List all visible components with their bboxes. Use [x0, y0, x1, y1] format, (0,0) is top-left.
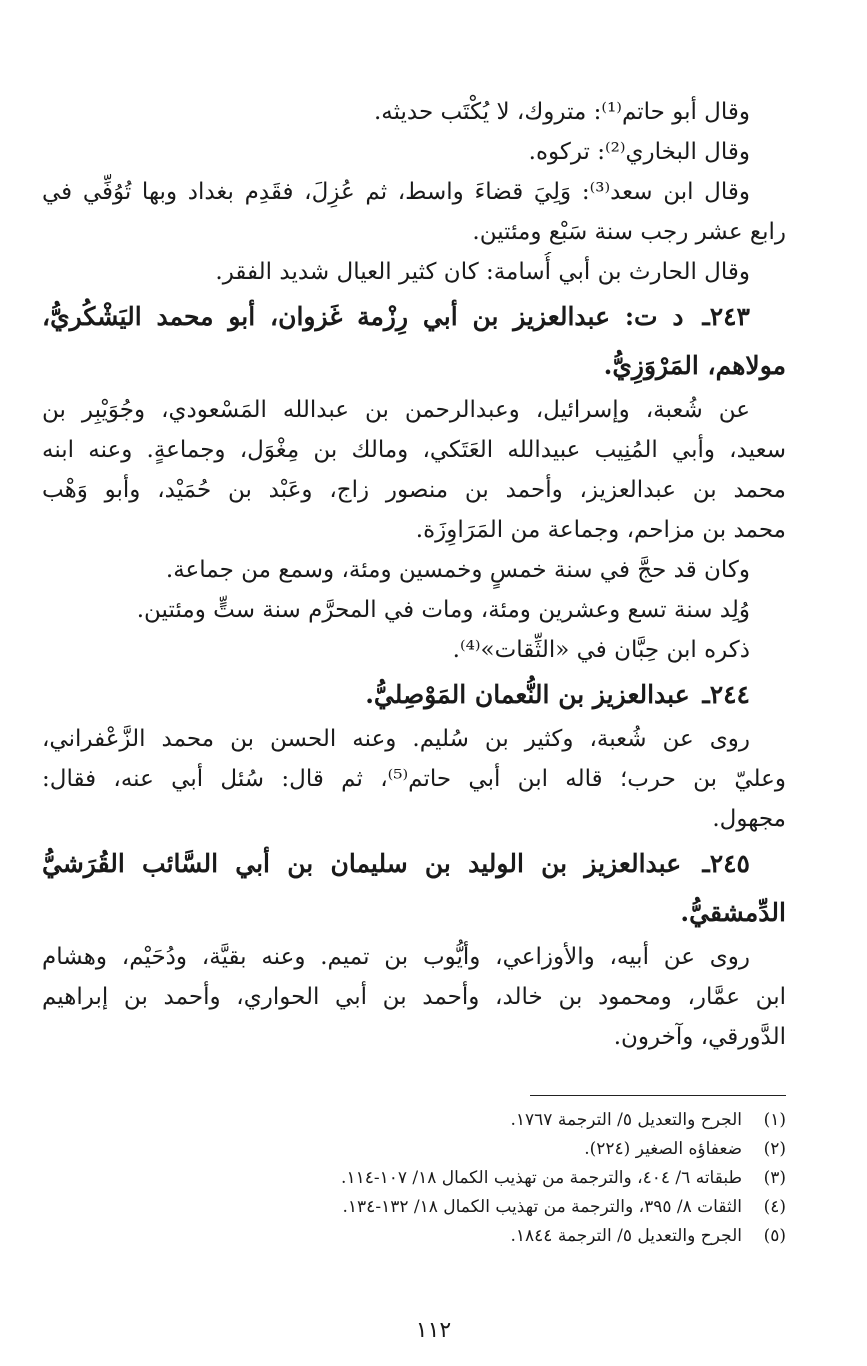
entry-heading-continued: الدِّمشقيُّ. [680, 898, 786, 927]
text-line: روى عن شُعبة، وكثير بن سُليم. وعنه الحسن بن محمد الزَّعْفراني، [42, 726, 750, 752]
footnote-text: الثقات ٨/ ٣٩٥، والترجمة من تهذيب الكمال ١٨/ ١٣٢-١٣٤. [342, 1197, 742, 1217]
text-line: سعيد، وأبي المُنِيب عبيدالله العَتَكي، ومالك بن مِغْوَل، وجماعةٍ. وعنه ابنه [42, 437, 786, 463]
text-line: روى عن أبيه، والأوزاعي، وأيُّوب بن تميم. وعنه بقيَّة، ودُحَيْم، وهشام [42, 944, 750, 970]
entry-heading [42, 839, 786, 888]
text-line: مجهول. [712, 806, 786, 832]
footnote-text: الجرح والتعديل ٥/ الترجمة ١٨٤٤. [510, 1226, 742, 1246]
entry-heading-continued: مولاهم، المَرْوَزِيُّ. [603, 351, 786, 380]
main-text [42, 92, 786, 1057]
text-line: ذكره ابن حِبَّان في «الثِّقات»⁽⁴⁾. [452, 637, 750, 663]
text-line: وعليّ بن حرب؛ قاله ابن أبي حاتم⁽⁵⁾، ثم قال: سُئل أبي عنه، فقال: [42, 766, 786, 792]
entry-number: ٢٤٤ـ [702, 680, 750, 709]
footnotes [80, 1106, 786, 1251]
footnote-number: (٤) [763, 1197, 786, 1217]
footnote-text: طبقاته ٦/ ٤٠٤، والترجمة من تهذيب الكمال ١٨/ ١٠٧-١١٤. [341, 1168, 742, 1188]
text-line: وقال أبو حاتم⁽¹⁾: متروك، لا يُكْتَب حديثه. [373, 99, 750, 125]
text-line: وقال الحارث بن أبي أُسامة: كان كثير العيال شديد الفقر. [215, 259, 750, 285]
entry-number: ٢٤٣ـ [702, 302, 750, 331]
entry-heading [42, 670, 786, 719]
entry-heading [42, 292, 786, 341]
text-line: وقال ابن سعد⁽³⁾: وَلِيَ قضاءَ واسط، ثم عُزِلَ، فقَدِم بغداد وبها تُوُفِّي في [42, 179, 750, 205]
text-line: محمد بن عبدالعزيز، وأحمد بن منصور زاج، وعَبْد بن حُمَيْد، وأبو وَهْب [42, 477, 786, 503]
footnote [80, 1193, 786, 1222]
footnote-text: الجرح والتعديل ٥/ الترجمة ١٧٦٧. [510, 1110, 742, 1130]
footnote [80, 1135, 786, 1164]
footnote-divider [530, 1095, 786, 1096]
footnote [80, 1222, 786, 1251]
footnote-number: (٥) [763, 1226, 786, 1246]
text-line: الدَّورقي، وآخرون. [613, 1024, 786, 1050]
footnote-text: ضعفاؤه الصغير (٢٢٤). [584, 1139, 742, 1159]
footnote-number: (٢) [763, 1139, 786, 1159]
footnote [80, 1106, 786, 1135]
text-line: عن شُعبة، وإسرائيل، وعبدالرحمن بن عبدالله المَسْعودي، وجُوَيْبِر بن [42, 397, 750, 423]
text-line: محمد بن مزاحم، وجماعة من المَرَاوِزَة. [415, 517, 786, 543]
footnote-number: (١) [763, 1110, 786, 1130]
text-line: وُلِد سنة تسع وعشرين ومئة، ومات في المحرَّم سنة ستٍّ ومئتين. [136, 597, 750, 623]
entry-number: ٢٤٥ـ [702, 849, 750, 878]
entry-title: عبدالعزيز بن الوليد بن سليمان بن أبي السَّائب القُرَشيُّ [42, 849, 682, 878]
footnote [80, 1164, 786, 1193]
text-line: رابع عشر رجب سنة سَبْع ومئتين. [472, 219, 786, 245]
entry-title: عبدالعزيز بن النُّعمان المَوْصِليُّ. [365, 680, 690, 709]
entry-title: د ت: عبدالعزيز بن أبي رِزْمة غَزوان، أبو محمد اليَشْكُريُّ، [42, 302, 684, 331]
text-line: وكان قد حجَّ في سنة خمسٍ وخمسين ومئة، وسمع من جماعة. [165, 557, 750, 583]
text-line: ابن عمَّار، ومحمود بن خالد، وأحمد بن أبي الحواري، وأحمد بن إبراهيم [42, 984, 786, 1010]
footnote-number: (٣) [763, 1168, 786, 1188]
page-number: ١١٢ [415, 1318, 452, 1343]
text-line: وقال البخاري⁽²⁾: تركوه. [528, 139, 750, 165]
